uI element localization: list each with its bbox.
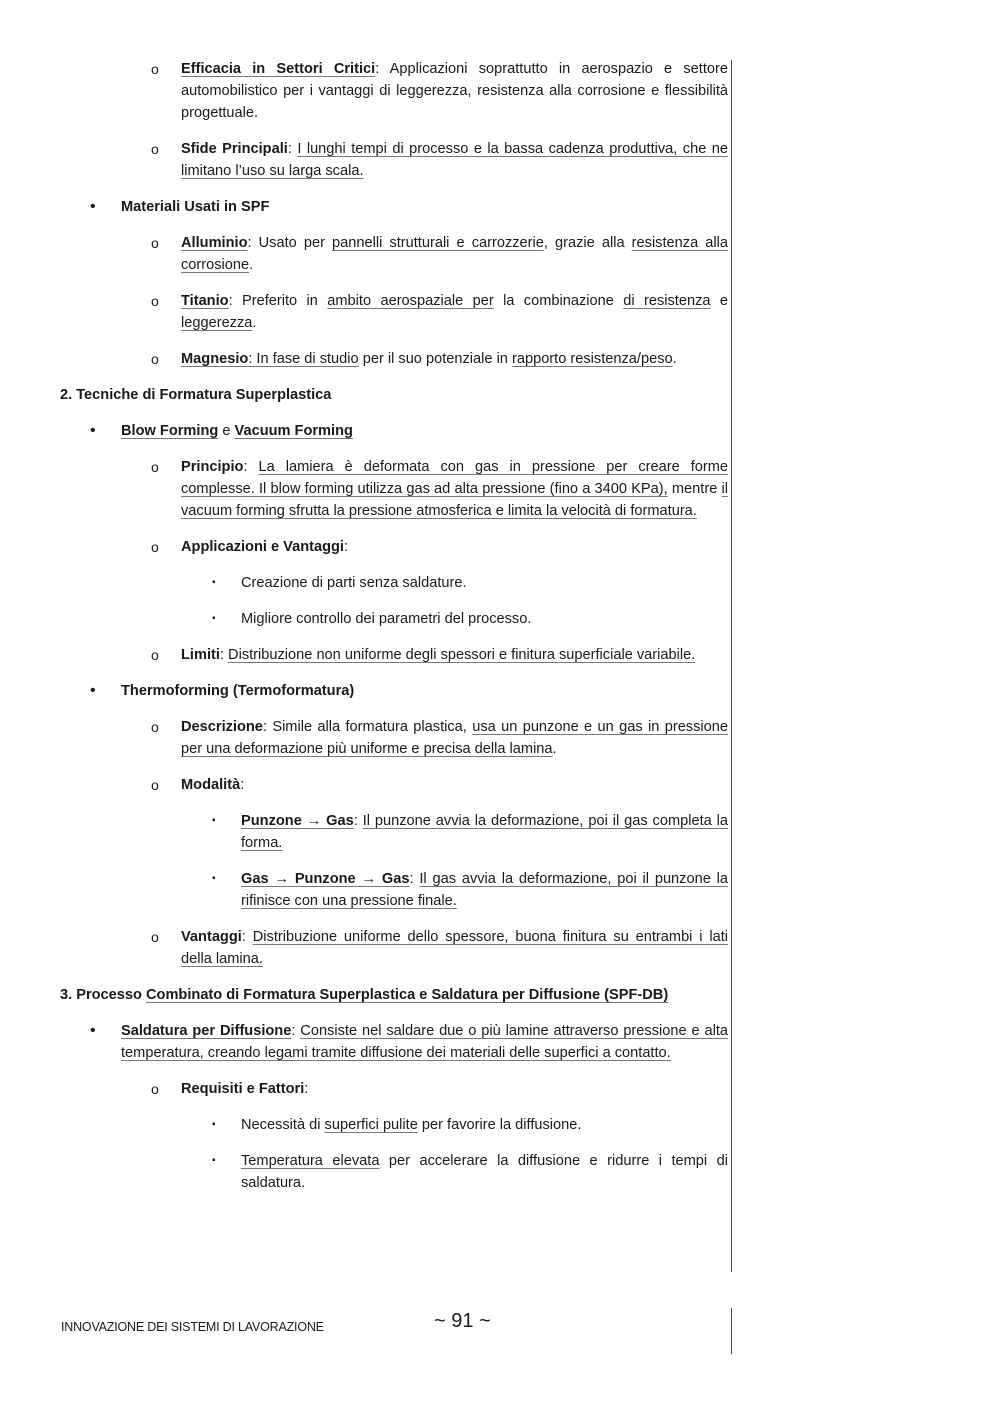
item-text: Necessità di xyxy=(241,1117,325,1133)
list-item xyxy=(60,456,728,522)
item-term: Modalità xyxy=(181,777,241,793)
list-item xyxy=(60,232,728,276)
margin-rule xyxy=(731,60,732,1272)
item-text: ambito aerospaziale per xyxy=(327,293,494,309)
item-text: leggerezza xyxy=(181,315,253,331)
item-term: Gas → Punzone → Gas xyxy=(241,871,410,887)
item-heading: Vacuum Forming xyxy=(234,423,353,439)
square-marker: ▪ xyxy=(212,613,216,624)
list-item xyxy=(60,348,728,370)
circle-marker: o xyxy=(151,141,159,157)
item-text: I lunghi tempi di processo e la bassa cadenza produttiva, che ne limitano l’uso su larga scala. xyxy=(181,141,728,179)
list-item xyxy=(60,536,728,558)
item-term: Principio xyxy=(181,459,244,475)
square-marker: ▪ xyxy=(212,815,216,826)
item-text: usa un punzone e un gas in pressione per una deformazione più uniforme e precisa della lamina xyxy=(181,719,728,757)
page-content xyxy=(60,58,728,1194)
list-item xyxy=(60,58,728,124)
item-text: : Applicazioni soprattutto in aerospazio e settore automobilistico per i vantaggi di leggerezza, resistenza alla corrosione e flessibilità progettuale. xyxy=(181,61,728,121)
list-item xyxy=(60,1150,728,1194)
item-term: Descrizione xyxy=(181,719,263,735)
item-text: e xyxy=(710,293,728,309)
item-text: . xyxy=(552,741,557,757)
item-term: Alluminio xyxy=(181,235,248,251)
bullet-marker: • xyxy=(90,422,96,439)
item-term: Vantaggi xyxy=(181,929,242,945)
square-marker: ▪ xyxy=(212,873,216,884)
item-text: di resistenza xyxy=(623,293,711,309)
item-term: Sfide Principali xyxy=(181,141,288,157)
circle-marker: o xyxy=(151,351,159,367)
item-text: Consiste nel saldare due o più lamine attraverso pressione e alta temperatura, creando legami tramite diffusione dei materiali delle superfici a contatto. xyxy=(121,1023,729,1061)
item-text: Temperatura elevata xyxy=(241,1153,380,1169)
list-item xyxy=(60,716,728,760)
circle-marker: o xyxy=(151,1081,159,1097)
list-item xyxy=(60,644,728,666)
item-text: . xyxy=(252,315,257,331)
item-text: : Simile alla formatura plastica, xyxy=(262,719,473,735)
item-text: per accelerare la diffusione e ridurre i tempi di saldatura. xyxy=(241,1153,728,1191)
circle-marker: o xyxy=(151,647,159,663)
item-text: : xyxy=(353,813,363,829)
item-term: Punzone → Gas xyxy=(241,813,354,829)
circle-marker: o xyxy=(151,929,159,945)
page-number: ~ 91 ~ xyxy=(434,1310,491,1332)
item-text: : xyxy=(291,1023,301,1039)
item-term: Magnesio xyxy=(181,351,249,367)
item-text: , grazie alla xyxy=(543,235,632,251)
item-text: : xyxy=(409,871,420,887)
list-item xyxy=(60,774,728,796)
item-text: il vacuum forming sfrutta la pressione atmosferica e limita la velocità di formatura. xyxy=(181,481,729,519)
item-text: : xyxy=(219,647,229,663)
list-item xyxy=(60,572,728,594)
square-marker: ▪ xyxy=(212,1155,216,1166)
circle-marker: o xyxy=(151,459,159,475)
section-title: 3. Processo xyxy=(60,987,146,1003)
item-text: : In fase di studio xyxy=(248,351,359,367)
item-text: Distribuzione non uniforme degli spessori e finitura superficiale variabile. xyxy=(228,647,696,663)
list-item xyxy=(60,420,728,442)
item-term: Efficacia in Settori Critici xyxy=(181,61,376,77)
item-text: . xyxy=(249,257,254,273)
list-item xyxy=(60,868,728,912)
item-text: Creazione di parti senza saldature. xyxy=(241,575,467,591)
bullet-marker: • xyxy=(90,198,96,215)
list-item xyxy=(60,608,728,630)
item-text: rapporto resistenza/peso xyxy=(511,351,673,367)
list-item xyxy=(60,138,728,182)
item-text: Distribuzione uniforme dello spessore, buona finitura su entrambi i lati della lamina. xyxy=(181,929,728,967)
item-text: resistenza alla corrosione xyxy=(181,235,728,273)
item-text: La lamiera è deformata con gas in pressione per creare forme complesse. Il blow forming utilizza gas ad alta pressione (fino a 3400 KPa), xyxy=(181,459,728,497)
item-term: Saldatura per Diffusione xyxy=(121,1023,292,1039)
item-text: Il gas avvia la deformazione, poi il punzone la rifinisce con una pressione finale. xyxy=(241,871,729,909)
item-text: la combinazione xyxy=(493,293,624,309)
item-text: : xyxy=(243,459,259,475)
list-item xyxy=(60,1114,728,1136)
item-text: : xyxy=(344,539,349,555)
circle-marker: o xyxy=(151,777,159,793)
item-term: Limiti xyxy=(181,647,220,663)
item-text: Migliore controllo dei parametri del processo. xyxy=(241,611,532,627)
list-item xyxy=(60,680,728,702)
item-text: . xyxy=(672,351,677,367)
list-item xyxy=(60,290,728,334)
item-heading: Blow Forming xyxy=(121,423,219,439)
item-text: : xyxy=(241,929,253,945)
list-item xyxy=(60,1078,728,1100)
item-term: Titanio xyxy=(181,293,229,309)
bullet-marker: • xyxy=(90,682,96,699)
circle-marker: o xyxy=(151,61,159,77)
item-text: per favorire la diffusione. xyxy=(417,1117,582,1133)
item-heading: Materiali Usati in SPF xyxy=(121,199,270,215)
item-text: mentre xyxy=(667,481,722,497)
list-item xyxy=(60,196,728,218)
item-text: e xyxy=(218,423,235,439)
item-text: : xyxy=(287,141,298,157)
section-heading xyxy=(60,384,728,406)
circle-marker: o xyxy=(151,235,159,251)
section-title: Combinato di Formatura Superplastica e Saldatura per Diffusione (SPF-DB) xyxy=(146,987,669,1003)
item-text: : Preferito in xyxy=(228,293,328,309)
item-text: per il suo potenziale in xyxy=(358,351,512,367)
item-text: Il punzone avvia la deformazione, poi il gas completa la forma. xyxy=(241,813,728,851)
item-term: Requisiti e Fattori xyxy=(181,1081,305,1097)
footer-rule xyxy=(731,1308,732,1354)
section-title: 2. Tecniche di Formatura Superplastica xyxy=(60,387,332,403)
item-text: : xyxy=(304,1081,309,1097)
list-item xyxy=(60,926,728,970)
item-heading: Thermoforming (Termoformatura) xyxy=(121,683,355,699)
circle-marker: o xyxy=(151,293,159,309)
circle-marker: o xyxy=(151,539,159,555)
footer-title: INNOVAZIONE DEI SISTEMI DI LAVORAZIONE xyxy=(61,1320,324,1334)
list-item xyxy=(60,810,728,854)
item-text: : Usato per xyxy=(247,235,333,251)
section-heading xyxy=(60,984,728,1006)
bullet-marker: • xyxy=(90,1022,96,1039)
item-text: pannelli strutturali e carrozzerie xyxy=(332,235,544,251)
item-text: superfici pulite xyxy=(324,1117,418,1133)
list-item xyxy=(60,1020,728,1064)
square-marker: ▪ xyxy=(212,1119,216,1130)
square-marker: ▪ xyxy=(212,577,216,588)
item-term: Applicazioni e Vantaggi xyxy=(181,539,344,555)
circle-marker: o xyxy=(151,719,159,735)
item-text: : xyxy=(240,777,245,793)
